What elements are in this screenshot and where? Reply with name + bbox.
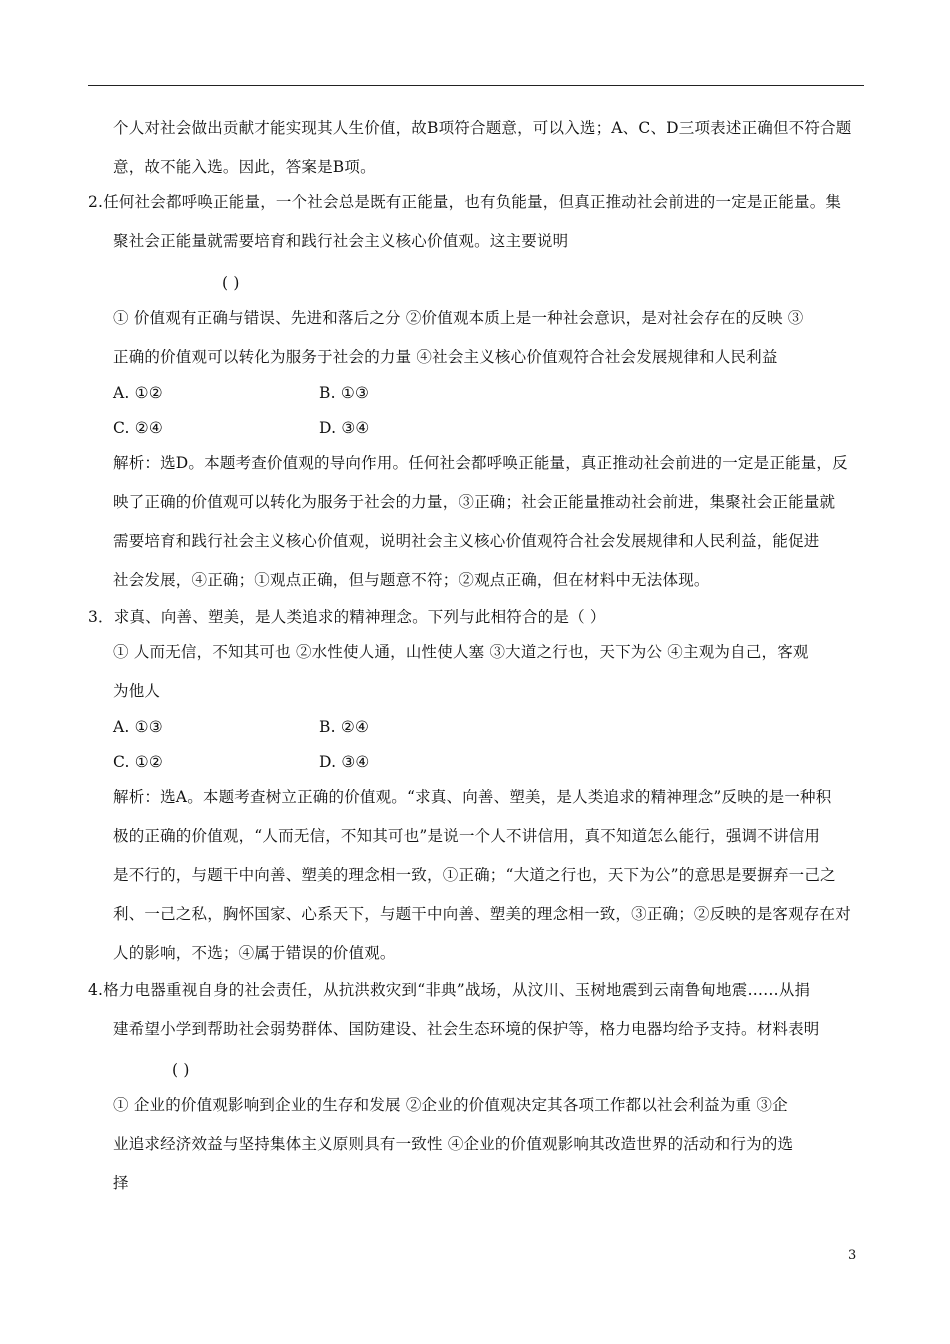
q3-analysis-line-4: 利、一己之私，胸怀国家、心系天下，与题干中向善、塑美的理念相一致，③正确；②反映的是客观存在对 bbox=[113, 905, 851, 923]
q4-stem-line-1: 4.格力电器重视自身的社会责任，从抗洪救灾到“非典”战场，从汶川、玉树地震到云南鲁甸地震……从捐 bbox=[88, 981, 811, 999]
q3-statement-line-2: 为他人 bbox=[113, 682, 161, 700]
q3-option-d: D. ③④ bbox=[319, 753, 370, 771]
q2-analysis-line-4: 社会发展，④正确；①观点正确，但与题意不符；②观点正确，但在材料中无法体现。 bbox=[113, 571, 710, 589]
q4-statement-line-1: ① 企业的价值观影响到企业的生存和发展 ②企业的价值观决定其各项工作都以社会利益为重 ③企 bbox=[113, 1096, 788, 1114]
q2-analysis-line-3: 需要培育和践行社会主义核心价值观，说明社会主义核心价值观符合社会发展规律和人民利益，能促进 bbox=[113, 532, 820, 550]
q2-answer-bracket: ( ) bbox=[222, 274, 240, 292]
q2-analysis-line-1: 解析：选D。本题考查价值观的导向作用。任何社会都呼唤正能量，真正推动社会前进的一定是正能量，反 bbox=[113, 454, 848, 472]
q2-stem-line-2: 聚社会正能量就需要培育和践行社会主义核心价值观。这主要说明 bbox=[113, 232, 569, 250]
q4-statement-line-3: 择 bbox=[113, 1174, 129, 1192]
continuation-line-2: 意，故不能入选。因此，答案是B项。 bbox=[113, 158, 376, 176]
q2-option-b: B. ①③ bbox=[319, 384, 370, 402]
q2-statement-line-2: 正确的价值观可以转化为服务于社会的力量 ④社会主义核心价值观符合社会发展规律和人民利益 bbox=[113, 348, 778, 366]
q2-option-a: A. ①② bbox=[113, 384, 163, 402]
q3-stem: 3．求真、向善、塑美，是人类追求的精神理念。下列与此相符合的是（ ） bbox=[88, 608, 606, 626]
q3-option-a: A. ①③ bbox=[113, 718, 163, 736]
q3-analysis-line-2: 极的正确的价值观，“人而无信，不知其可也”是说一个人不讲信用，真不知道怎么能行，强调不讲信用 bbox=[113, 827, 821, 845]
q2-analysis-line-2: 映了正确的价值观可以转化为服务于社会的力量，③正确；社会正能量推动社会前进，集聚社会正能量就 bbox=[113, 493, 836, 511]
q2-statement-line-1: ① 价值观有正确与错误、先进和落后之分 ②价值观本质上是一种社会意识，是对社会存在的反映 ③ bbox=[113, 309, 804, 327]
q2-stem-line-1: 2.任何社会都呼唤正能量，一个社会总是既有正能量，也有负能量，但真正推动社会前进的一定是正能量。集 bbox=[88, 193, 842, 211]
q3-option-b: B. ②④ bbox=[319, 718, 370, 736]
q3-statement-line-1: ① 人而无信，不知其可也 ②水性使人通，山性使人塞 ③大道之行也，天下为公 ④主观为自己，客观 bbox=[113, 643, 809, 661]
q4-statement-line-2: 业追求经济效益与坚持集体主义原则具有一致性 ④企业的价值观影响其改造世界的活动和行为的选 bbox=[113, 1135, 794, 1153]
q3-option-c: C. ①② bbox=[113, 753, 163, 771]
q4-answer-bracket: ( ) bbox=[172, 1061, 190, 1079]
q3-analysis-line-1: 解析：选A。本题考查树立正确的价值观。“求真、向善、塑美，是人类追求的精神理念”反映的是一种积 bbox=[113, 788, 832, 806]
header-rule bbox=[88, 85, 864, 86]
q4-stem-line-2: 建希望小学到帮助社会弱势群体、国防建设、社会生态环境的保护等，格力电器均给予支持。材料表明 bbox=[113, 1020, 820, 1038]
q3-analysis-line-5: 人的影响，不选；④属于错误的价值观。 bbox=[113, 944, 396, 962]
q2-option-c: C. ②④ bbox=[113, 419, 163, 437]
continuation-line-1: 个人对社会做出贡献才能实现其人生价值，故B项符合题意，可以入选；A、C、D三项表述正确但不符合题 bbox=[113, 119, 852, 137]
page-number: 3 bbox=[848, 1248, 857, 1263]
q2-option-d: D. ③④ bbox=[319, 419, 370, 437]
q3-analysis-line-3: 是不行的，与题干中向善、塑美的理念相一致，①正确；“大道之行也，天下为公”的意思是要摒弃一己之 bbox=[113, 866, 836, 884]
